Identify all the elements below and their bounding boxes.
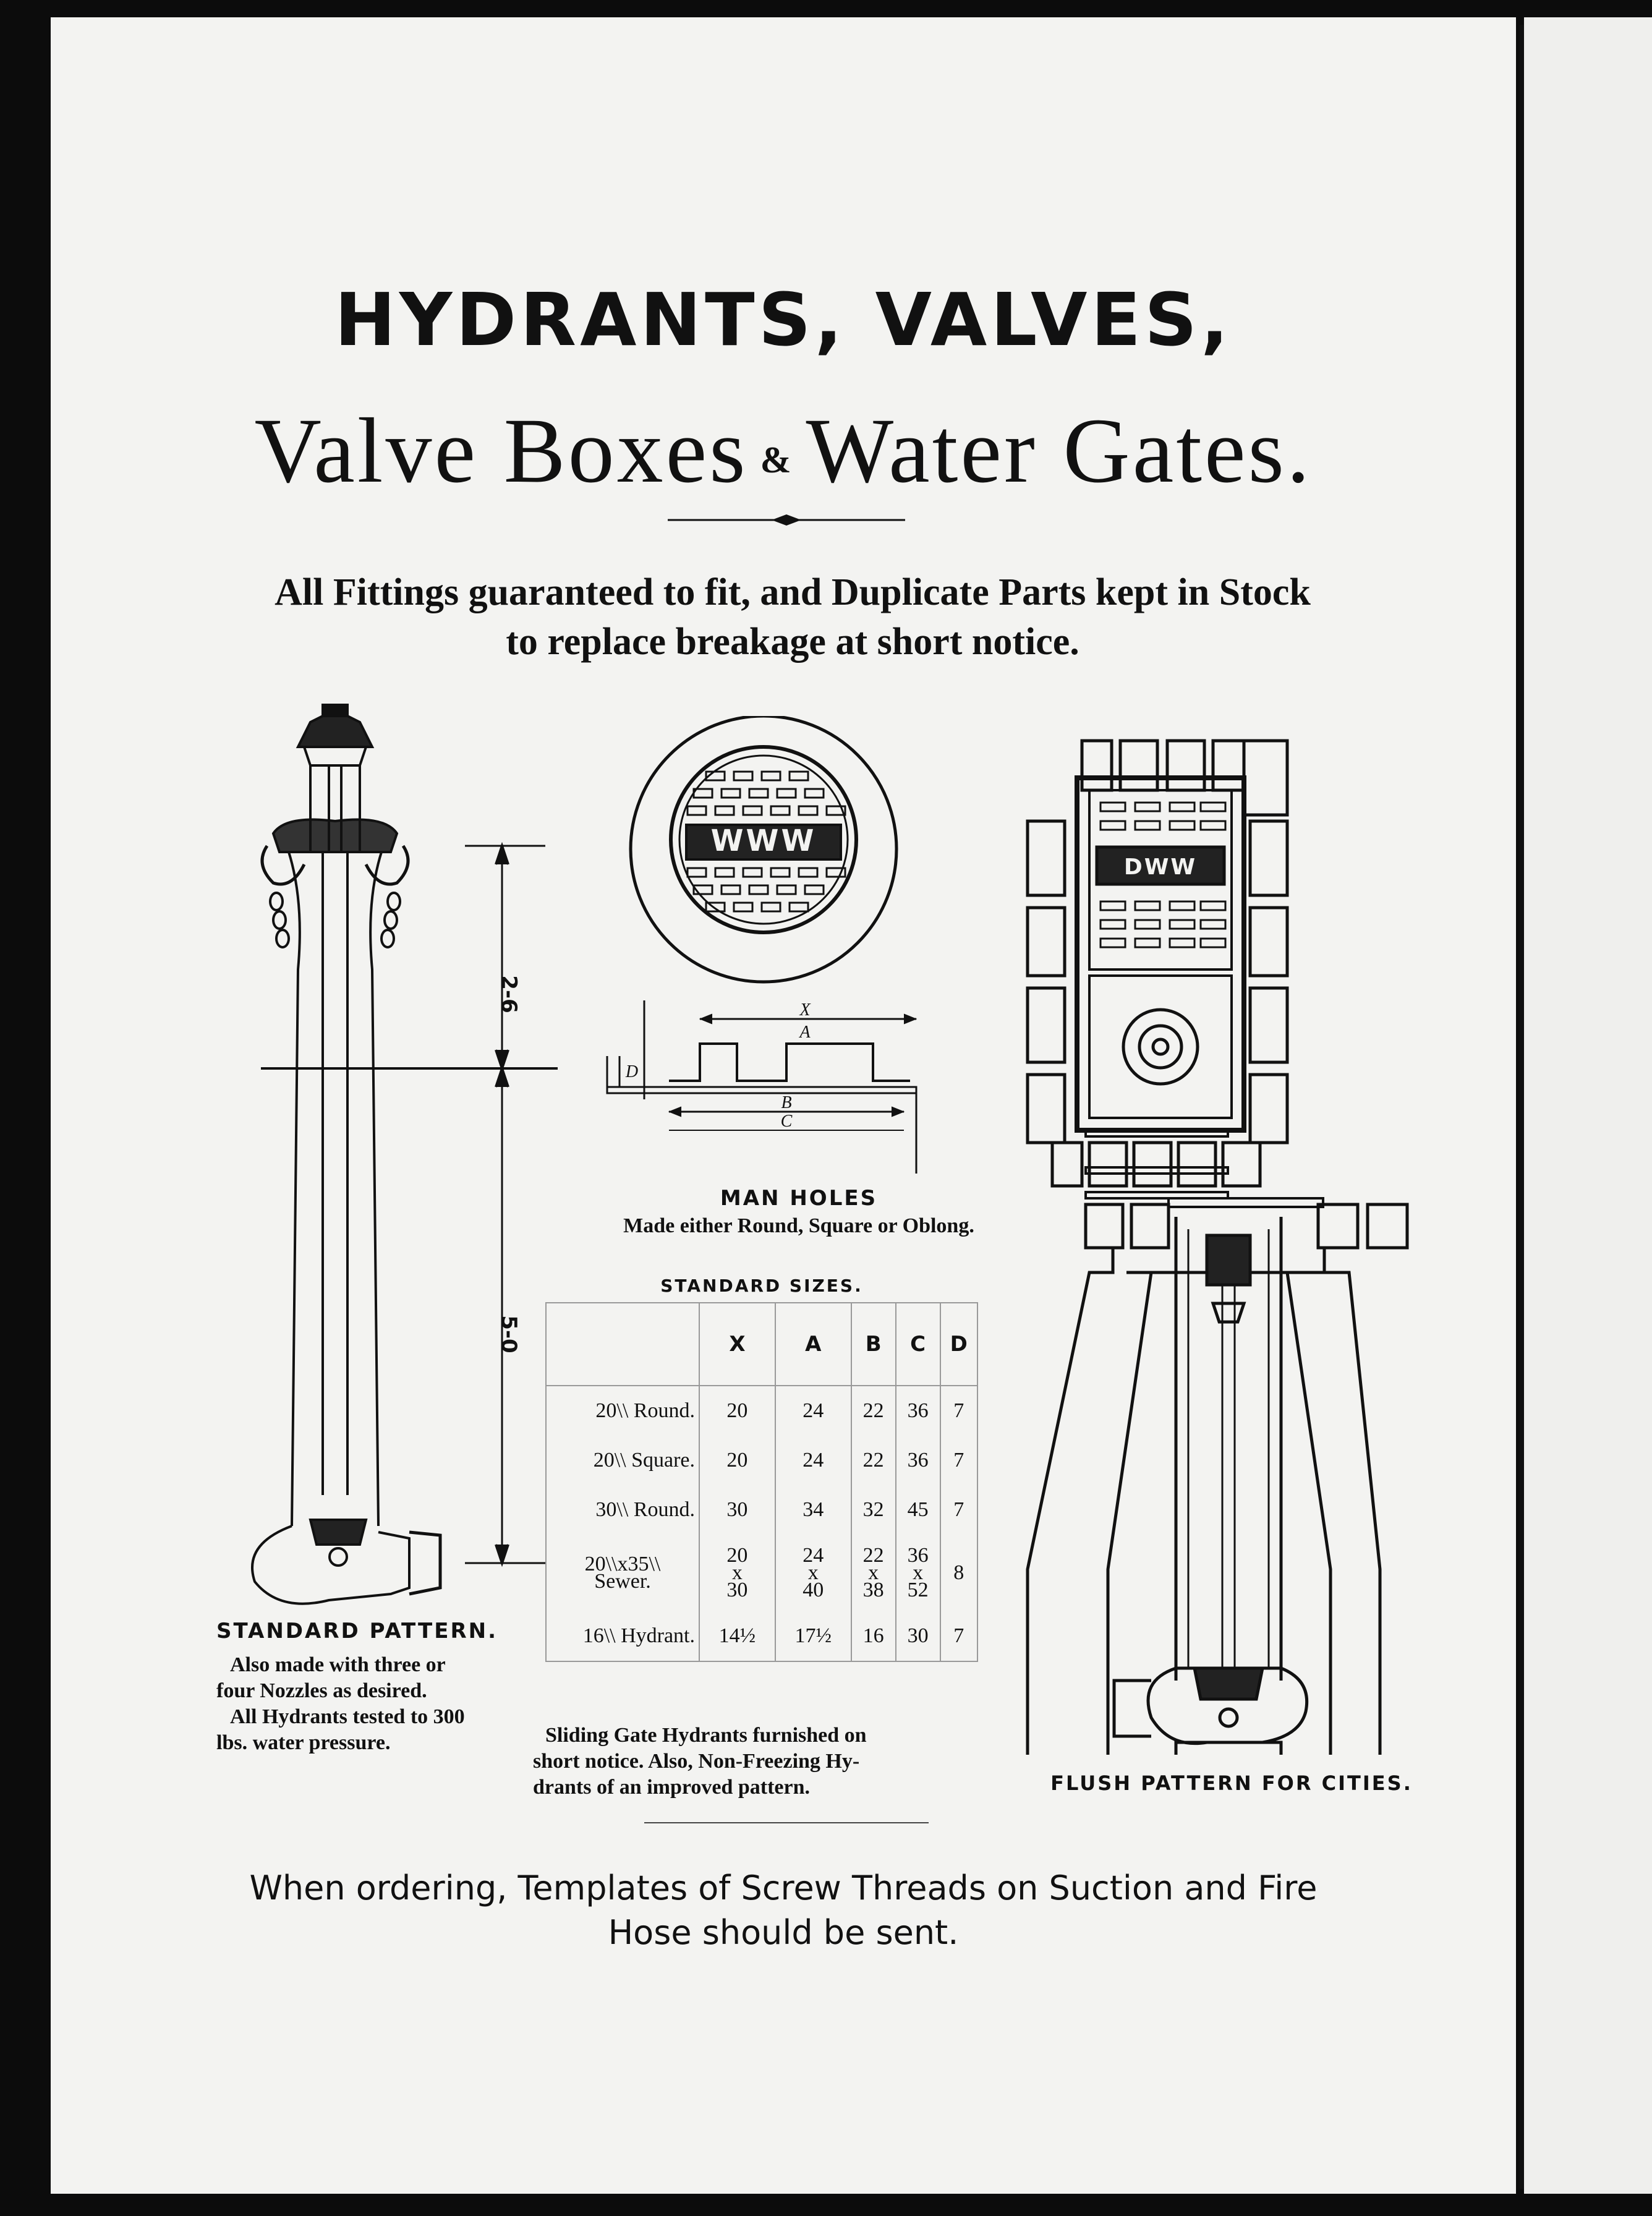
table-row	[546, 1485, 977, 1535]
flush-caption: FLUSH PATTERN FOR CITIES.	[1050, 1771, 1413, 1795]
adjacent-page-strip	[1524, 17, 1652, 2194]
cell-x-sep: x	[731, 1561, 743, 1584]
cell-a: 24	[775, 1386, 851, 1436]
row-label: 30\\ Round.	[546, 1485, 699, 1535]
cell-b: 22	[851, 1386, 896, 1436]
manhole-dim-x: X	[799, 1000, 811, 1020]
row-label-line-1: 20\\x35\\	[584, 1553, 661, 1575]
manhole-dim-b: B	[781, 1093, 792, 1112]
hydrant-dim-lower: 5-0	[496, 1315, 521, 1353]
cell-b	[851, 1535, 896, 1611]
hydrant-illustration	[205, 704, 589, 1619]
footer-note	[51, 1866, 1516, 1955]
footer-line-1: When ordering, Templates of Screw Threads on Suction and Fire	[249, 1869, 1318, 1907]
flush-pattern-illustration	[1003, 716, 1436, 1755]
sizes-note-line-3: drants of an improved pattern.	[533, 1776, 810, 1799]
cell-d: 8	[940, 1535, 977, 1611]
cell-a-top: 24	[803, 1544, 824, 1567]
cell-c	[896, 1535, 940, 1611]
cell-x: 30	[699, 1485, 775, 1535]
cell-x: 20	[699, 1436, 775, 1485]
cell-b-sep: x	[868, 1561, 879, 1584]
table-header-d: D	[940, 1303, 977, 1386]
sizes-note-line-1: Sliding Gate Hydrants furnished on	[545, 1724, 867, 1747]
cell-x-bottom: 30	[726, 1579, 748, 1601]
table-header-a: A	[775, 1303, 851, 1386]
cell-a: 34	[775, 1485, 851, 1535]
sizes-title: STANDARD SIZES.	[660, 1276, 863, 1296]
row-label: 16\\ Hydrant.	[546, 1611, 699, 1661]
manhole-caption	[508, 1186, 1089, 1239]
divider-rule	[644, 1820, 929, 1826]
cell-c: 36	[896, 1436, 940, 1485]
cell-c-bottom: 52	[907, 1579, 929, 1601]
cell-b: 32	[851, 1485, 896, 1535]
manhole-caption-title: MAN HOLES	[720, 1186, 878, 1211]
footer-line-2: Hose should be sent.	[608, 1913, 959, 1952]
cell-x	[699, 1535, 775, 1611]
cell-a: 17½	[775, 1611, 851, 1661]
row-label: 20\\ Square.	[546, 1436, 699, 1485]
cell-b-bottom: 38	[862, 1579, 884, 1601]
table-header-label	[546, 1303, 699, 1386]
manhole-illustration	[582, 716, 990, 1174]
cell-c: 45	[896, 1485, 940, 1535]
table-header-row	[546, 1303, 977, 1386]
manhole-dim-c: C	[780, 1112, 793, 1131]
cell-b-top: 22	[862, 1544, 884, 1567]
catalog-page	[51, 17, 1516, 2194]
manhole-dim-a: A	[799, 1023, 811, 1042]
table-row	[546, 1436, 977, 1485]
sizes-note-line-2: short notice. Also, Non-Freezing Hy-	[533, 1750, 860, 1773]
cell-d: 7	[940, 1436, 977, 1485]
table-row	[546, 1611, 977, 1661]
hydrant-caption-line-4: lbs. water pressure.	[216, 1731, 391, 1754]
cell-c-sep: x	[913, 1561, 924, 1584]
subtitle-right: Water Gates.	[806, 399, 1313, 502]
cell-a: 24	[775, 1436, 851, 1485]
row-label	[546, 1535, 699, 1611]
hydrant-dim-upper: 2-6	[496, 975, 521, 1013]
page-subtitle	[51, 398, 1516, 504]
lead-text	[174, 568, 1411, 667]
cell-x: 14½	[699, 1611, 775, 1661]
lead-line-1: All Fittings guaranteed to fit, and Duplicate Parts kept in Stock	[275, 571, 1311, 613]
hydrant-caption-line-1: Also made with three or	[230, 1653, 446, 1676]
cell-x-top: 20	[726, 1544, 748, 1567]
cell-c: 36	[896, 1386, 940, 1436]
hydrant-caption-line-2: four Nozzles as desired.	[216, 1679, 427, 1702]
cell-d: 7	[940, 1485, 977, 1535]
cell-b: 16	[851, 1611, 896, 1661]
cell-x: 20	[699, 1386, 775, 1436]
cell-a-bottom: 40	[803, 1579, 824, 1601]
cell-a	[775, 1535, 851, 1611]
table-header-x: X	[699, 1303, 775, 1386]
cell-a-sep: x	[807, 1561, 819, 1584]
table-row	[546, 1386, 977, 1436]
row-label-line-2: Sewer.	[594, 1570, 651, 1593]
subtitle-left: Valve Boxes	[254, 399, 748, 502]
manhole-plate-text: WWW	[710, 824, 817, 858]
flush-box-text: DWW	[1123, 854, 1198, 880]
cell-d: 7	[940, 1611, 977, 1661]
manhole-caption-subtitle: Made either Round, Square or Oblong.	[623, 1214, 974, 1237]
row-label: 20\\ Round.	[546, 1386, 699, 1436]
subtitle-ampersand: &	[760, 440, 794, 481]
table-header-c: C	[896, 1303, 940, 1386]
cell-c: 30	[896, 1611, 940, 1661]
cell-d: 7	[940, 1386, 977, 1436]
hydrant-caption	[216, 1619, 587, 1756]
hydrant-caption-title: STANDARD PATTERN.	[216, 1619, 498, 1643]
table-header-b: B	[851, 1303, 896, 1386]
page-title: HYDRANTS, VALVES,	[334, 277, 1232, 362]
hydrant-caption-line-3: All Hydrants tested to 300	[230, 1705, 465, 1728]
lead-line-2: to replace breakage at short notice.	[506, 621, 1079, 663]
sizes-note	[533, 1723, 990, 1800]
cell-b: 22	[851, 1436, 896, 1485]
ornament-rule	[51, 511, 1516, 529]
manhole-dim-d: D	[625, 1062, 639, 1081]
standard-sizes-table	[545, 1302, 978, 1662]
cell-c-top: 36	[907, 1544, 929, 1567]
table-row	[546, 1535, 977, 1611]
